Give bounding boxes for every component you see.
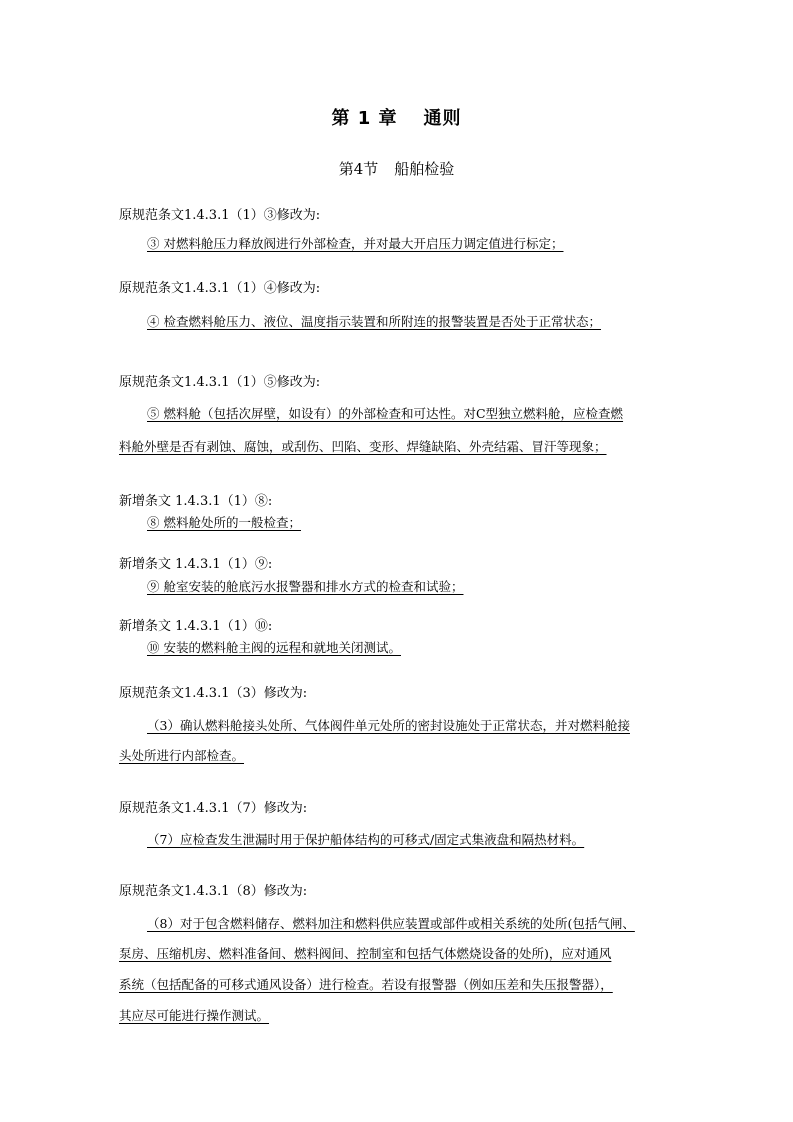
clause-label: 原规范条文1.4.3.1（1）③修改为: (119, 208, 321, 223)
clause-label: 新增条文 1.4.3.1（1）⑩: (119, 619, 273, 634)
clause-text: 头处所进行内部检查。 (119, 748, 245, 763)
clause-text: ③ 对燃料舱压力释放阀进行外部检查，并对最大开启压力调定值进行标定； (147, 236, 564, 251)
chapter-heading (0, 104, 793, 130)
clause-text: ⑩ 安装的燃料舱主阀的远程和就地关闭测试。 (147, 640, 401, 655)
clause-text: 泵房、压缩机房、燃料准备间、燃料阀间、控制室和包括气体燃烧设备的处所)，应对通风 (119, 946, 612, 961)
clause-label: 原规范条文1.4.3.1（3）修改为: (119, 686, 308, 701)
section-number: 第4节 (338, 160, 379, 178)
clause-text: ⑧ 燃料舱处所的一般检查； (147, 515, 301, 530)
clause-text: （8）对于包含燃料储存、燃料加注和燃料供应装置或部件或相关系统的处所(包括气闸、 (147, 916, 635, 931)
section-title: 船舶检验 (394, 160, 455, 178)
clause-label: 原规范条文1.4.3.1（1）④修改为: (119, 281, 321, 296)
clause-label: 新增条文 1.4.3.1（1）⑧: (119, 494, 273, 509)
clause-text: ④ 检查燃料舱压力、液位、温度指示装置和所附连的报警装置是否处于正常状态； (147, 314, 601, 329)
chapter-number: 第 1 章 (331, 108, 398, 129)
clause-label: 原规范条文1.4.3.1（1）⑤修改为: (119, 375, 321, 390)
clause-text: （3）确认燃料舱接头处所、气体阀件单元处所的密封设施处于正常状态，并对燃料舱接 (147, 718, 630, 733)
clause-text: ⑨ 舱室安装的舱底污水报警器和排水方式的检查和试验； (147, 579, 464, 594)
clause-label: 原规范条文1.4.3.1（8）修改为: (119, 884, 308, 899)
clause-text: （7）应检查发生泄漏时用于保护船体结构的可移式/固定式集液盘和隔热材料。 (147, 832, 585, 847)
chapter-title: 通则 (423, 108, 462, 129)
clause-label: 原规范条文1.4.3.1（7）修改为: (119, 801, 308, 816)
clause-text: 系统（包括配备的可移式通风设备）进行检查。若设有报警器（例如压差和失压报警器）， (119, 977, 613, 992)
clause-text: 料舱外壁是否有剥蚀、腐蚀，或刮伤、凹陷、变形、焊缝缺陷、外壳结霜、冒汗等现象； (119, 439, 607, 454)
clause-text: 其应尽可能进行操作测试。 (119, 1008, 270, 1023)
clause-text: ⑤ 燃料舱（包括次屏壁，如设有）的外部检查和可达性。对C型独立燃料舱，应检查燃 (147, 406, 624, 421)
section-heading (0, 158, 793, 179)
clause-label: 新增条文 1.4.3.1（1）⑨: (119, 557, 273, 572)
